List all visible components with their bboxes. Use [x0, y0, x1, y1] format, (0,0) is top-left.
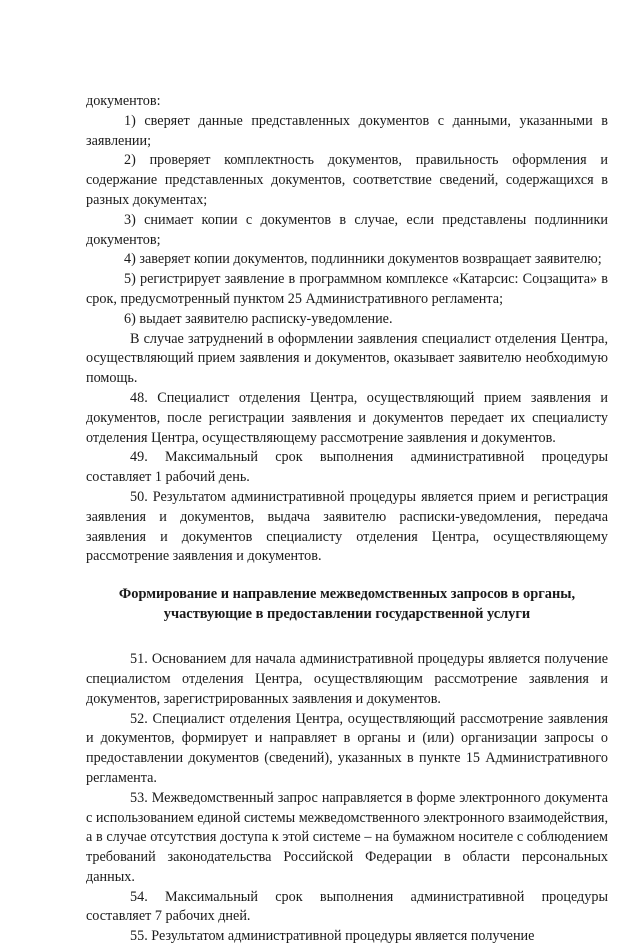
- paragraph-50: 50. Результатом административной процедуры является прием и регистрация заявления и документов, выдача заявителю расписки-уведомления, передача заявления и документов специалисту отделения Центра, осуществляющему рассмотрение заявления и документов.: [86, 488, 608, 565]
- list-item-6: 6) выдает заявителю расписку-уведомление.: [124, 310, 393, 327]
- paragraph-53: 53. Межведомственный запрос направляется в форме электронного документа с использованием единой системы межведомственного электронного взаимодействия, а в случае отсутствия доступа к этой системе – на бумажном носителе с соблюдением требований законодательства Российской Федерации в области персональных данных.: [86, 789, 609, 885]
- paragraph-difficulty: В случае затруднений в оформлении заявления специалист отделения Центра, осуществляющий прием заявления и документов, оказывает заявителю необходимую помощь.: [86, 330, 608, 387]
- list-item-3: 3) снимает копии с документов в случае, если представлены подлинники документов;: [86, 211, 608, 248]
- lead-text: документов:: [86, 93, 161, 109]
- paragraph-51: 51. Основанием для начала административной процедуры является получение специалистом отделения Центра, осуществляющим рассмотрение заявления и документов, зарегистрированных заявления и документов.: [86, 651, 608, 707]
- list-item-5: 5) регистрирует заявление в программном комплексе «Катарсис: Соцзащита» в срок, предусмотренный пунктом 25 Административного регламента;: [86, 271, 608, 307]
- list-item-2: 2) проверяет комплектность документов, правильность оформления и содержание представленных документов, соответствие сведений, содержащихся в разных документах;: [86, 152, 608, 208]
- paragraph-52: 52. Специалист отделения Центра, осуществляющий рассмотрение заявления и документов, формирует и направляет в органы и (или) организации запросы о предоставлении документов (сведений), указанных в пункте 15 Административного регламента.: [86, 710, 608, 786]
- paragraph-55: 55. Результатом административной процедуры является получение: [130, 928, 535, 945]
- paragraph-48: 48. Специалист отделения Центра, осуществляющий прием заявления и документов, после регистрации заявления и документов передает их специалисту отделения Центра, осуществляющему рассмотрение заявления и документов.: [86, 389, 608, 446]
- document-page: [86, 92, 608, 947]
- section-heading-line-1: Формирование и направление межведомственных запросов в органы,: [118, 586, 576, 603]
- paragraph-49: 49. Максимальный срок выполнения административной процедуры составляет 1 рабочий день.: [86, 449, 608, 486]
- section-heading-line-2: участвующие в предоставлении государственной услуги: [163, 606, 531, 623]
- list-item-4: 4) заверяет копии документов, подлинники документов возвращает заявителю;: [124, 251, 602, 268]
- list-item-1: 1) сверяет данные представленных документов с данными, указанными в заявлении;: [86, 112, 608, 149]
- paragraph-54: 54. Максимальный срок выполнения административной процедуры составляет 7 рабочих дней.: [86, 888, 608, 925]
